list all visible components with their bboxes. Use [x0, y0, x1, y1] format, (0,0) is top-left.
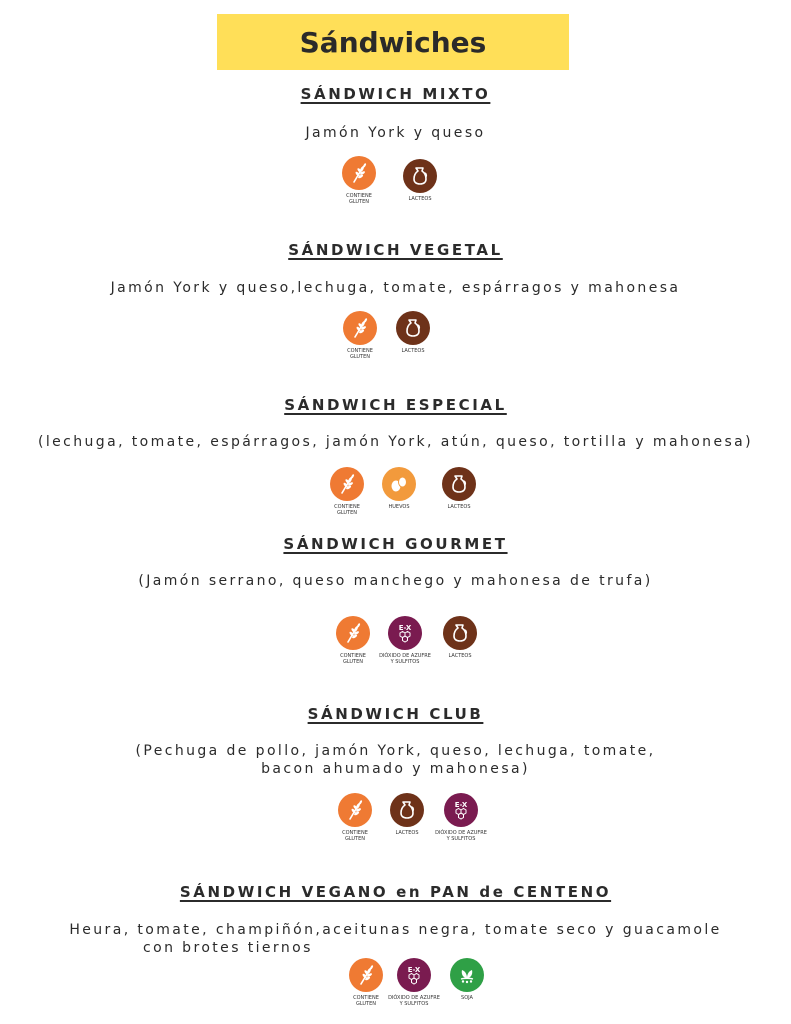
allergen-lacteos: LACTEOS: [372, 793, 442, 836]
item-heading-vegano: SÁNDWICH VEGANO en PAN de CENTENO: [179, 883, 612, 901]
milk-jug-icon: [396, 311, 430, 345]
allergen-gluten: CONTIENE GLUTEN: [318, 616, 388, 665]
soy-icon: [450, 958, 484, 992]
item-description-gourmet: (Jamón serrano, queso manchego y mahonesa de trufa): [138, 573, 653, 589]
allergen-lacteos: LACTEOS: [385, 159, 455, 202]
title-banner: [217, 14, 569, 70]
wheat-icon: [338, 793, 372, 827]
eggs-icon: [382, 467, 416, 501]
sulfites-icon: [444, 793, 478, 827]
svg-text:E-X: E-X: [398, 624, 412, 632]
item-description-club-line1: (Pechuga de pollo, jamón York, queso, lechuga, tomate,: [135, 743, 656, 759]
milk-jug-icon: [403, 159, 437, 193]
item-description-vegano-line1: Heura, tomate, champiñón,aceitunas negra, tomate seco y guacamole: [69, 922, 722, 938]
allergen-sulfitos: E-X DIÓXIDO DE AZUFRE Y SULFITOS: [370, 616, 440, 665]
milk-jug-icon: [442, 467, 476, 501]
wheat-icon: [336, 616, 370, 650]
item-description-especial: (lechuga, tomate, espárragos, jamón York, atún, queso, tortilla y mahonesa): [38, 434, 753, 450]
item-description-mixto: Jamón York y queso: [305, 125, 486, 141]
item-heading-mixto: SÁNDWICH MIXTO: [300, 85, 491, 103]
allergen-gluten: CONTIENE GLUTEN: [325, 311, 395, 360]
item-heading-club: SÁNDWICH CLUB: [307, 705, 484, 723]
svg-text:E-X: E-X: [454, 801, 468, 809]
sulfites-icon: [397, 958, 431, 992]
allergen-gluten: CONTIENE GLUTEN: [331, 958, 401, 1007]
svg-text:E-X: E-X: [407, 966, 421, 974]
allergen-soja: SOJA: [432, 958, 502, 1001]
allergen-sulfitos: E-X DIÓXIDO DE AZUFRE Y SULFITOS: [379, 958, 449, 1007]
allergen-lacteos: LACTEOS: [378, 311, 448, 354]
milk-jug-icon: [390, 793, 424, 827]
item-description-vegetal: Jamón York y queso,lechuga, tomate, espárragos y mahonesa: [110, 280, 681, 296]
allergen-lacteos: LACTEOS: [425, 616, 495, 659]
allergen-lacteos: LACTEOS: [424, 467, 494, 510]
page-title: Sándwiches: [299, 25, 487, 59]
allergen-gluten: CONTIENE GLUTEN: [324, 156, 394, 205]
item-description-vegano-line2: con brotes tiernos: [143, 940, 313, 956]
item-description-club-line2: bacon ahumado y mahonesa): [261, 761, 530, 777]
milk-jug-icon: [443, 616, 477, 650]
item-heading-especial: SÁNDWICH ESPECIAL: [284, 396, 507, 414]
allergen-huevos: HUEVOS: [364, 467, 434, 510]
allergen-gluten: CONTIENE GLUTEN: [312, 467, 382, 516]
sulfites-icon: [388, 616, 422, 650]
allergen-gluten: CONTIENE GLUTEN: [320, 793, 390, 842]
item-heading-vegetal: SÁNDWICH VEGETAL: [288, 241, 503, 259]
wheat-icon: [349, 958, 383, 992]
item-heading-gourmet: SÁNDWICH GOURMET: [283, 535, 508, 553]
wheat-icon: [342, 156, 376, 190]
allergen-sulfitos: E-X DIÓXIDO DE AZUFRE Y SULFITOS: [426, 793, 496, 842]
wheat-icon: [343, 311, 377, 345]
wheat-icon: [330, 467, 364, 501]
